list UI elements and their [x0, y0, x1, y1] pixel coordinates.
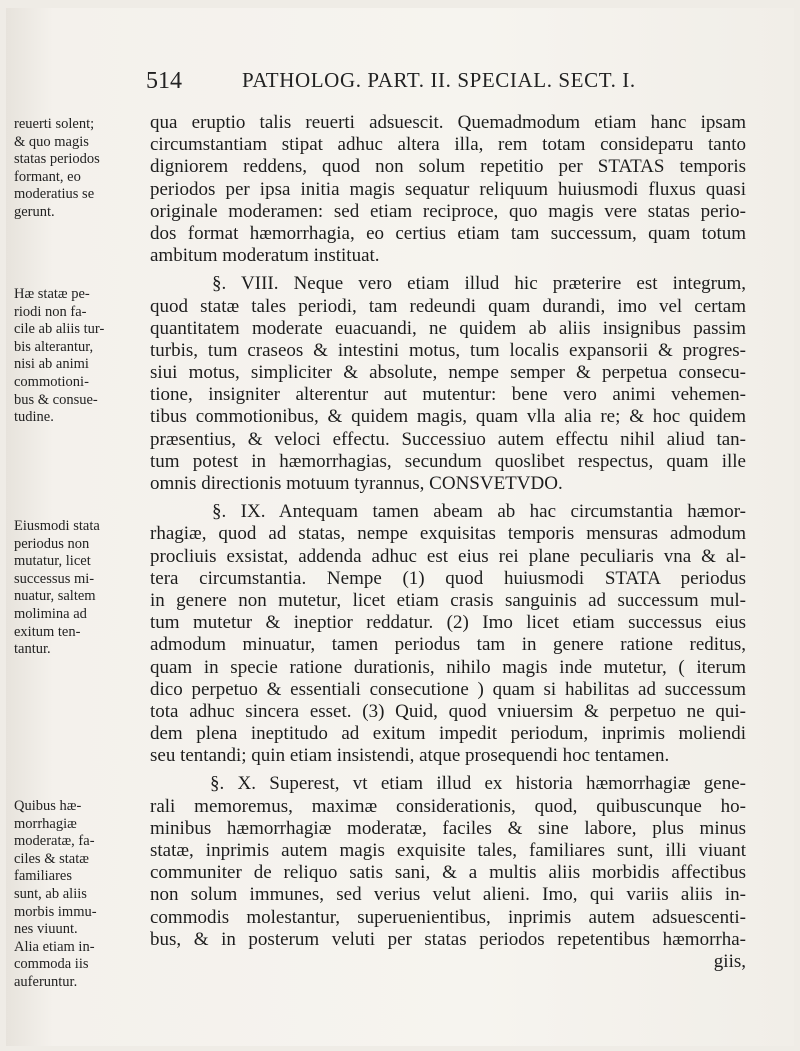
- margin-note-line: nuatur, saltem: [14, 588, 96, 605]
- margin-note-line: familiares: [14, 868, 72, 885]
- margin-note-line: Eiusmodi stata: [14, 518, 100, 534]
- text-line: turbis, tum craseos & intestini motus, tum localis expansorii & progres-: [150, 339, 746, 361]
- text-line: tum mutetur & ineptior reddatur. (2) Imo licet etiam successus eius: [150, 612, 746, 634]
- margin-note-line: cile ab aliis tur-: [14, 321, 105, 338]
- margin-note-line: nisi ab animi: [14, 356, 89, 373]
- margin-note-line: tantur.: [14, 641, 51, 658]
- margin-note-line: molimina ad: [14, 605, 87, 622]
- margin-note-2: [14, 286, 146, 427]
- margin-note-1: [14, 116, 146, 222]
- margin-note-line: sunt, ab aliis: [14, 885, 87, 902]
- margin-note-line: mutatur, licet: [14, 553, 91, 570]
- margin-note-line: moderatius se: [14, 186, 95, 203]
- text-line: procliuis exsistat, addenda adhuc est eius rei plane peculiaris vna & al-: [150, 545, 746, 567]
- text-line: digniorem reddens, quod non solum repetitio per STATAS temporis: [150, 156, 746, 178]
- margin-note-line: successus mi-: [14, 570, 95, 587]
- text-line: minibus hæmorrhagiæ moderatæ, faciles & sine labore, plus minus: [150, 817, 746, 839]
- section-heading-line: §. IX. Antequam tamen abeam ab hac circumstantia hæmor-: [212, 501, 746, 523]
- text-line: quod statæ tales periodi, tam redeundi quam durandi, imo vel certam: [150, 295, 746, 317]
- margin-note-line: ciles & statæ: [14, 850, 89, 867]
- margin-note-line: gerunt.: [14, 203, 55, 220]
- margin-note-line: Alia etiam in-: [14, 938, 95, 955]
- text-line: periodos per ipsa initia magis sequatur reliquum huiusmodi fluxus quasi: [150, 178, 746, 200]
- text-line: ambitum moderatum instituat.: [150, 245, 380, 267]
- margin-note-line: exitum ten-: [14, 623, 81, 640]
- text-line: in genere non mutetur, licet etiam crasis sanguinis ad successum mul-: [150, 589, 746, 611]
- text-line: commodis molestantur, superuenientibus, inprimis autem adsuescenti-: [150, 906, 746, 928]
- book-page: [6, 8, 794, 1046]
- text-line: omnis directionis motuum tyrannus, CONSVETVDO.: [150, 473, 563, 494]
- margin-note-line: periodus non: [14, 535, 90, 552]
- margin-note-line: & quo magis: [14, 133, 89, 150]
- text-line: seu tentandi; quin etiam insistendi, atque prosequendi hoc tentamen.: [150, 745, 670, 767]
- margin-note-line: statas periodos: [14, 151, 100, 168]
- margin-note-line: formant, eo: [14, 168, 81, 185]
- text-line: communiter de reliquo satis sani, & a multis aliis morbidis affectibus: [150, 862, 746, 884]
- text-line: siui motus, simpliciter & absolute, nempe semper & perpetua consecu-: [150, 362, 746, 384]
- text-line: circumstantiam stipat adhuc altera illa, rem totam considератu tanto: [150, 134, 746, 156]
- text-line: originale moderamen: sed etiam reciproce, quo magis vere statas perio-: [150, 200, 746, 222]
- margin-note-line: moderatæ, fa-: [14, 833, 95, 850]
- text-line: non solum immunes, sed verius velut alieni. Imo, qui variis aliis in-: [150, 884, 746, 906]
- text-line: tota adhuc sincera esset. (3) Quid, quod vniuersim & perpetuo ne qui-: [150, 700, 746, 722]
- text-line: tibus commotionibus, & quidem magis, quam vlla alia re; & hoc quidem: [150, 406, 746, 428]
- page-number: 514: [146, 68, 182, 94]
- margin-note-4: [14, 798, 146, 992]
- text-line: tum potest in hæmorrhagias, secundum quoslibet respectus, quam ille: [150, 450, 746, 472]
- margin-note-line: reuerti solent;: [14, 116, 95, 132]
- section-heading-line: §. VIII. Neque vero etiam illud hic præterire est integrum,: [212, 273, 746, 295]
- margin-note-line: commotioni-: [14, 373, 89, 390]
- margin-note-line: Hæ statæ pe-: [14, 286, 90, 302]
- margin-note-line: bus & consue-: [14, 391, 98, 408]
- margin-note-line: riodi non fa-: [14, 303, 87, 320]
- section-heading-line: §. X. Superest, vt etiam illud ex historia hæmorrhagiæ gene-: [210, 773, 746, 795]
- text-line: qua eruptio talis reuerti adsuescit. Quemadmodum etiam hanc ipsam: [150, 112, 746, 133]
- margin-note-line: commoda iis: [14, 956, 89, 973]
- running-title: PATHOLOG. PART. II. SPECIAL. SECT. I.: [242, 68, 636, 92]
- text-line: tera circumstantia. Nempe (1) quod huiusmodi STATA periodus: [150, 567, 746, 589]
- margin-note-line: Quibus hæ-: [14, 798, 82, 814]
- text-line: admodum minuatur, tamen periodus tam in genere ratione reditus,: [150, 634, 746, 656]
- text-line: giis,: [713, 950, 746, 972]
- margin-note-line: morbis immu-: [14, 903, 97, 920]
- text-line: præsentius, & veloci effectu. Successiuo autem effectu nihil aliud tan-: [150, 428, 746, 450]
- text-line: tione, insigniter alterentur aut mutentur: bene vero animi vehemen-: [150, 384, 746, 406]
- text-line: dos format hæmorrhagia, eo certius etiam tam successum, quam totum: [150, 222, 746, 244]
- body-text: [150, 112, 746, 973]
- text-line: statæ, inprimis autem magis exquisite tales, familiares sunt, illi viuant: [150, 840, 746, 861]
- text-line: quam in specie ratione durationis, nihilo magis inde mutetur, ( iterum: [150, 656, 746, 678]
- margin-note-line: morrhagiæ: [14, 815, 77, 832]
- margin-note-line: tudine.: [14, 409, 54, 426]
- margin-note-line: auferuntur.: [14, 973, 78, 990]
- margin-note-line: bis alterantur,: [14, 338, 94, 355]
- text-line: rhagiæ, quod ad statas, nempe exquisitas temporis mensuras admodum: [150, 523, 746, 545]
- text-line: dem plena ineptitudo ad exitum impedit periodum, inprimis moliendi: [150, 723, 746, 745]
- text-line: quantitatem moderate euacuandi, ne quidem ab aliis insignibus passim: [150, 317, 746, 339]
- margin-note-line: nes viuunt.: [14, 921, 78, 938]
- margin-note-3: [14, 518, 146, 659]
- text-line: bus, & in posterum veluti per statas periodos repetentibus hæmorrha-: [150, 928, 746, 950]
- text-line: rali memoremus, maximæ considerationis, quod, quibuscunque ho-: [150, 795, 746, 817]
- text-line: dico perpetuo & essentiali consecutione ) quam si habilitas ad successum: [150, 678, 746, 700]
